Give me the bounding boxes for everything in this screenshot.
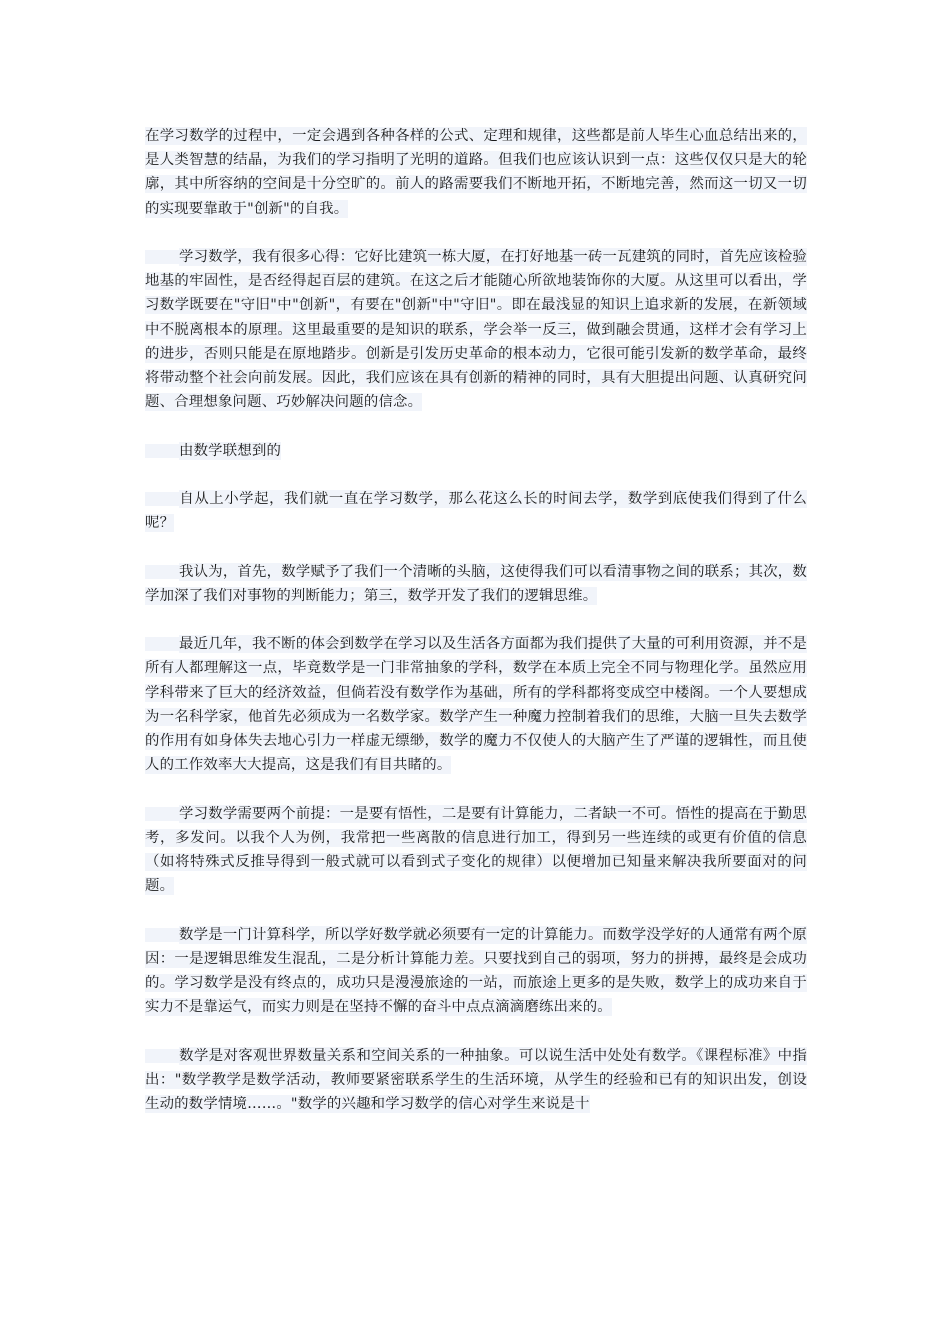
document-page bbox=[145, 124, 807, 1140]
paragraph-indent bbox=[145, 807, 179, 821]
paragraph-indent bbox=[145, 637, 179, 651]
paragraph-indent bbox=[145, 492, 179, 506]
paragraph-8 bbox=[145, 1044, 807, 1117]
paragraph-text: 学习数学需要两个前提：一是要有悟性，二是要有计算能力，二者缺一不可。悟性的提高在于勤思考，多发问。以我个人为例，我常把一些离散的信息进行加工，得到另一些连续的或更有价值的信息（如将特殊式反推导得到一般式就可以看到式子变化的规律）以便增加已知量来解决我所要面对的问题。 bbox=[145, 805, 807, 895]
paragraph-indent bbox=[145, 444, 179, 458]
paragraph-indent bbox=[145, 928, 179, 942]
paragraph-5 bbox=[145, 632, 807, 777]
paragraph-3 bbox=[145, 487, 807, 535]
paragraph-text: 我认为，首先，数学赋予了我们一个清晰的头脑，这使得我们可以看清事物之间的联系；其次，数学加深了我们对事物的判断能力；第三，数学开发了我们的逻辑思维。 bbox=[145, 563, 807, 604]
paragraph-indent bbox=[145, 565, 179, 579]
paragraph-indent bbox=[145, 250, 179, 264]
paragraph-7 bbox=[145, 923, 807, 1020]
paragraph-text: 自从上小学起，我们就一直在学习数学，那么花这么长的时间去学，数学到底使我们得到了什么呢？ bbox=[145, 491, 807, 532]
section-heading bbox=[145, 439, 807, 463]
paragraph-text: 数学是对客观世界数量关系和空间关系的一种抽象。可以说生活中处处有数学。《课程标准》中指出："数学教学是数学活动，教师要紧密联系学生的生活环境，从学生的经验和已有的知识出发，创设生动的数学情境……。"数学的兴趣和学习数学的信心对学生来说是十 bbox=[145, 1047, 807, 1112]
paragraph-indent bbox=[145, 1049, 179, 1063]
heading-text: 由数学联想到的 bbox=[179, 442, 282, 459]
paragraph-2 bbox=[145, 245, 807, 414]
paragraph-4 bbox=[145, 560, 807, 608]
paragraph-6 bbox=[145, 802, 807, 899]
paragraph-text: 在学习数学的过程中，一定会遇到各种各样的公式、定理和规律，这些都是前人毕生心血总结出来的，是人类智慧的结晶，为我们的学习指明了光明的道路。但我们也应该认识到一点：这些仅仅只是大的轮廓，其中所容纳的空间是十分空旷的。前人的路需要我们不断地开拓，不断地完善，然而这一切又一切的实现要靠敢于"创新"的自我。 bbox=[145, 128, 807, 217]
paragraph-1 bbox=[145, 124, 807, 221]
paragraph-text: 学习数学，我有很多心得：它好比建筑一栋大厦，在打好地基一砖一瓦建筑的同时，首先应该检验地基的牢固性，是否经得起百层的建筑。在这之后才能随心所欲地装饰你的大厦。从这里可以看出，学习数学既要在"守旧"中"创新"，有要在"创新"中"守旧"。即在最浅显的知识上追求新的发展，在新领域中不脱离根本的原理。这里最重要的是知识的联系，学会举一反三，做到融会贯通，这样才会有学习上的进步，否则只能是在原地踏步。创新是引发历史革命的根本动力，它很可能引发新的数学革命，最终将带动整个社会向前发展。因此，我们应该在具有创新的精神的同时，具有大胆提出问题、认真研究问题、合理想象问题、巧妙解决问题的信念。 bbox=[145, 249, 807, 411]
paragraph-text: 数学是一门计算科学，所以学好数学就必须要有一定的计算能力。而数学没学好的人通常有两个原因：一是逻辑思维发生混乱，二是分析计算能力差。只要找到自己的弱项，努力的拼搏，最终是会成功的。学习数学是没有终点的，成功只是漫漫旅途的一站，而旅途上更多的是失败，数学上的成功来自于实力不是靠运气，而实力则是在坚持不懈的奋斗中点点滴滴磨练出来的。 bbox=[145, 926, 807, 1016]
paragraph-text: 最近几年，我不断的体会到数学在学习以及生活各方面都为我们提供了大量的可利用资源，并不是所有人都理解这一点，毕竟数学是一门非常抽象的学科，数学在本质上完全不同与物理化学。虽然应用学科带来了巨大的经济效益，但倘若没有数学作为基础，所有的学科都将变成空中楼阁。一个人要想成为一名科学家，他首先必须成为一名数学家。数学产生一种魔力控制着我们的思维，大脑一旦失去数学的作用有如身体失去地心引力一样虚无缥缈，数学的魔力不仅使人的大脑产生了严谨的逻辑性，而且使人的工作效率大大提高，这是我们有目共睹的。 bbox=[145, 636, 807, 774]
